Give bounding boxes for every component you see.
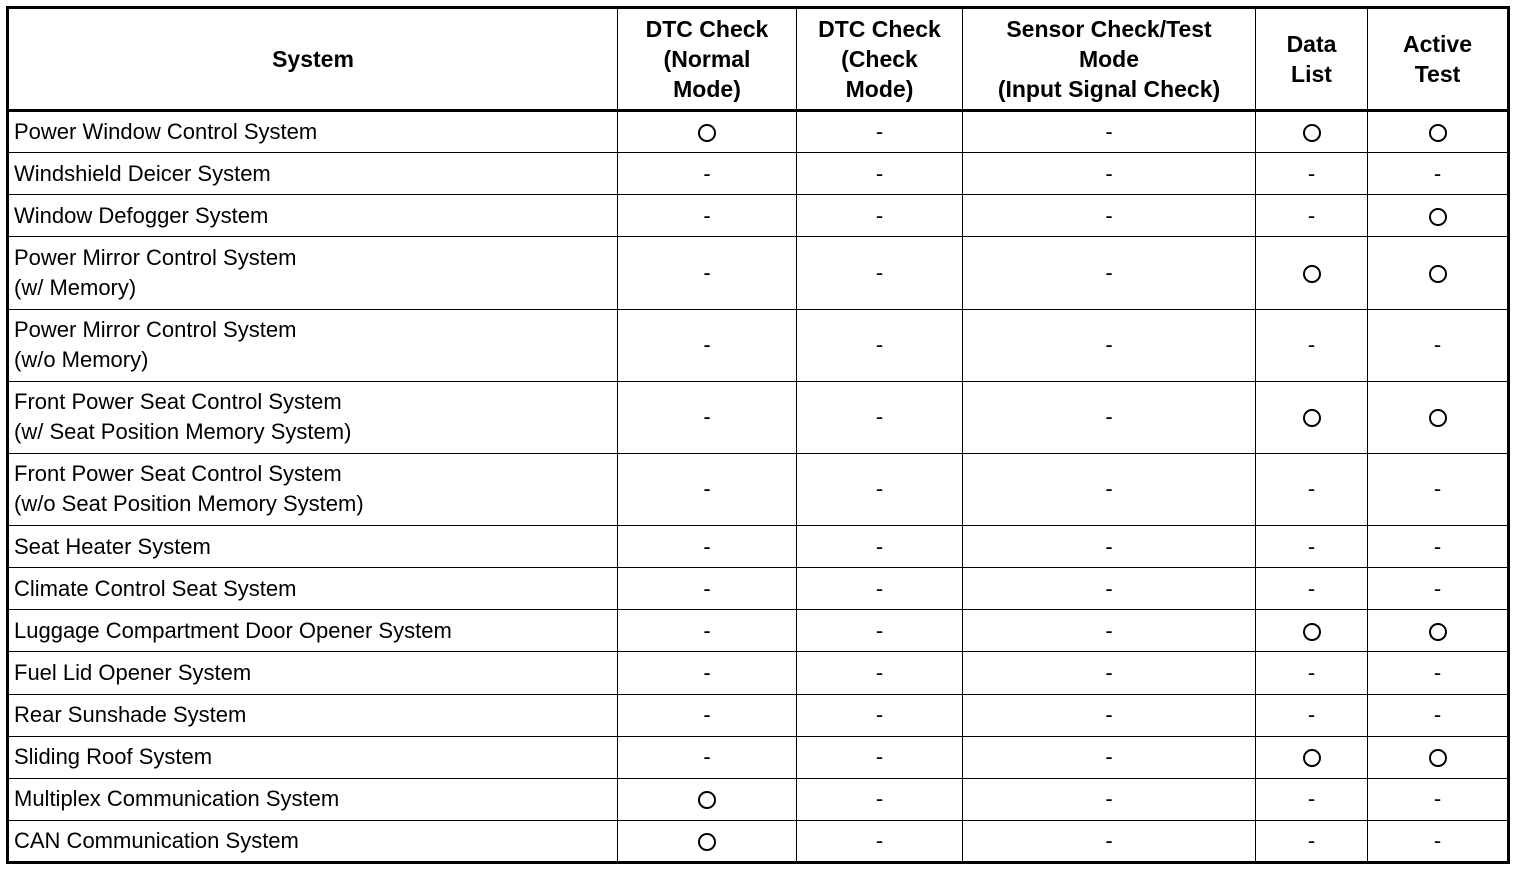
mark-cell: [1368, 526, 1509, 568]
header-line: Active: [1402, 31, 1473, 57]
not-supported-dash: -: [703, 202, 711, 228]
table-row: [8, 652, 1509, 694]
table-row: [8, 111, 1509, 153]
mark-cell: [963, 237, 1256, 309]
mark-cell: [963, 111, 1256, 153]
supported-circle-icon: [698, 833, 716, 851]
system-name: Seat Heater System: [14, 533, 211, 559]
table-row: [8, 381, 1509, 453]
supported-circle-icon: [698, 791, 716, 809]
mark-cell: [1256, 610, 1368, 652]
system-name: Sliding Roof System: [14, 744, 213, 770]
mark-cell: [797, 381, 963, 453]
supported-circle-icon: [1303, 124, 1321, 142]
system-name-cell: [8, 309, 618, 381]
not-supported-dash: -: [875, 160, 884, 186]
not-supported-dash: -: [1105, 786, 1113, 812]
not-supported-dash: -: [703, 332, 711, 358]
not-supported-dash: -: [1307, 160, 1316, 186]
not-supported-dash: -: [703, 476, 711, 502]
table-row: [8, 195, 1509, 237]
header-active-test: [1368, 8, 1509, 111]
mark-cell: [797, 610, 963, 652]
mark-cell: [1368, 153, 1509, 195]
mark-cell: [1256, 820, 1368, 862]
not-supported-dash: -: [703, 404, 711, 430]
supported-circle-icon: [1303, 409, 1321, 427]
not-supported-dash: -: [1105, 160, 1113, 186]
header-data-list: [1256, 8, 1368, 111]
system-name: Climate Control Seat System: [14, 575, 297, 601]
mark-cell: [1256, 453, 1368, 525]
mark-cell: [618, 526, 797, 568]
not-supported-dash: -: [1307, 702, 1316, 728]
not-supported-dash: -: [1105, 404, 1113, 430]
mark-cell: [618, 453, 797, 525]
mark-cell: [963, 195, 1256, 237]
mark-cell: [1368, 610, 1509, 652]
system-name-cell: [8, 610, 618, 652]
mark-cell: [797, 568, 963, 610]
mark-cell: [963, 453, 1256, 525]
table-row: [8, 453, 1509, 525]
mark-cell: [797, 237, 963, 309]
not-supported-dash: -: [1307, 332, 1316, 358]
not-supported-dash: -: [875, 404, 884, 430]
not-supported-dash: -: [1433, 476, 1442, 502]
mark-cell: [797, 309, 963, 381]
mark-cell: [1256, 195, 1368, 237]
not-supported-dash: -: [1433, 786, 1442, 812]
mark-cell: [618, 736, 797, 778]
system-name: Power Mirror Control System: [14, 317, 297, 343]
table-row: [8, 237, 1509, 309]
system-name-cell: [8, 153, 618, 195]
header-line: System: [272, 46, 354, 72]
mark-cell: [963, 652, 1256, 694]
mark-cell: [618, 778, 797, 820]
not-supported-dash: -: [875, 827, 884, 853]
header-line: Data: [1286, 31, 1337, 57]
mark-cell: [1368, 694, 1509, 736]
not-supported-dash: -: [875, 476, 884, 502]
mark-cell: [797, 820, 963, 862]
not-supported-dash: -: [875, 744, 884, 770]
mark-cell: [618, 237, 797, 309]
mark-cell: [963, 309, 1256, 381]
table-row: [8, 778, 1509, 820]
header-dtc-normal: [618, 8, 797, 111]
mark-cell: [1368, 736, 1509, 778]
not-supported-dash: -: [1307, 533, 1316, 559]
not-supported-dash: -: [703, 702, 711, 728]
system-name: (w/o Memory): [14, 347, 149, 373]
header-line: Mode: [1078, 46, 1140, 72]
not-supported-dash: -: [703, 259, 711, 285]
mark-cell: [963, 610, 1256, 652]
header-line: Sensor Check/Test: [1006, 16, 1212, 42]
not-supported-dash: -: [1105, 659, 1113, 685]
not-supported-dash: -: [1105, 202, 1113, 228]
system-name: (w/ Memory): [14, 274, 137, 300]
not-supported-dash: -: [1307, 659, 1316, 685]
header-line: DTC Check: [818, 16, 941, 42]
not-supported-dash: -: [875, 202, 884, 228]
mark-cell: [797, 778, 963, 820]
not-supported-dash: -: [1105, 617, 1113, 643]
mark-cell: [797, 195, 963, 237]
not-supported-dash: -: [875, 533, 884, 559]
mark-cell: [1256, 778, 1368, 820]
mark-cell: [797, 694, 963, 736]
system-name-cell: [8, 237, 618, 309]
mark-cell: [1256, 652, 1368, 694]
mark-cell: [1368, 820, 1509, 862]
not-supported-dash: -: [1307, 476, 1316, 502]
not-supported-dash: -: [1105, 827, 1113, 853]
not-supported-dash: -: [875, 617, 884, 643]
header-line: (Input Signal Check): [997, 76, 1221, 102]
mark-cell: [1368, 111, 1509, 153]
system-name: Front Power Seat Control System: [14, 461, 342, 487]
not-supported-dash: -: [703, 744, 711, 770]
system-name-cell: [8, 652, 618, 694]
mark-cell: [797, 111, 963, 153]
mark-cell: [618, 153, 797, 195]
supported-circle-icon: [1429, 124, 1447, 142]
mark-cell: [618, 309, 797, 381]
not-supported-dash: -: [875, 332, 884, 358]
mark-cell: [963, 778, 1256, 820]
not-supported-dash: -: [1105, 575, 1113, 601]
mark-cell: [1368, 195, 1509, 237]
system-name: Windshield Deicer System: [14, 160, 271, 186]
table-row: [8, 568, 1509, 610]
mark-cell: [797, 453, 963, 525]
not-supported-dash: -: [703, 533, 711, 559]
header-line: Mode): [673, 76, 741, 102]
header-row: [8, 8, 1509, 111]
system-check-table: [6, 6, 1510, 864]
supported-circle-icon: [1303, 749, 1321, 767]
header-line: Test: [1414, 61, 1461, 87]
mark-cell: [1368, 309, 1509, 381]
system-name: Fuel Lid Opener System: [14, 659, 252, 685]
table-row: [8, 526, 1509, 568]
not-supported-dash: -: [1307, 827, 1316, 853]
not-supported-dash: -: [1105, 702, 1113, 728]
supported-circle-icon: [1303, 623, 1321, 641]
system-name-cell: [8, 568, 618, 610]
not-supported-dash: -: [1433, 827, 1442, 853]
not-supported-dash: -: [1307, 575, 1316, 601]
system-name-cell: [8, 195, 618, 237]
system-name: CAN Communication System: [14, 827, 299, 853]
table-row: [8, 153, 1509, 195]
header-line: (Normal: [663, 46, 751, 72]
not-supported-dash: -: [703, 160, 711, 186]
mark-cell: [1256, 568, 1368, 610]
mark-cell: [797, 736, 963, 778]
system-name: Multiplex Communication System: [14, 786, 340, 812]
table-row: [8, 820, 1509, 862]
not-supported-dash: -: [1433, 659, 1442, 685]
system-name-cell: [8, 778, 618, 820]
not-supported-dash: -: [875, 786, 884, 812]
mark-cell: [797, 652, 963, 694]
not-supported-dash: -: [1433, 160, 1442, 186]
mark-cell: [618, 820, 797, 862]
system-name: Power Window Control System: [14, 119, 318, 145]
mark-cell: [963, 820, 1256, 862]
mark-cell: [1368, 568, 1509, 610]
mark-cell: [1368, 652, 1509, 694]
mark-cell: [963, 736, 1256, 778]
not-supported-dash: -: [1433, 332, 1442, 358]
mark-cell: [1256, 526, 1368, 568]
not-supported-dash: -: [1307, 786, 1316, 812]
supported-circle-icon: [1429, 409, 1447, 427]
mark-cell: [1368, 778, 1509, 820]
header-sensor-check: [963, 8, 1256, 111]
not-supported-dash: -: [1105, 476, 1113, 502]
not-supported-dash: -: [875, 702, 884, 728]
mark-cell: [963, 153, 1256, 195]
supported-circle-icon: [1429, 623, 1447, 641]
system-name-cell: [8, 820, 618, 862]
supported-circle-icon: [1303, 265, 1321, 283]
not-supported-dash: -: [875, 259, 884, 285]
table-body: [8, 111, 1509, 863]
mark-cell: [963, 381, 1256, 453]
mark-cell: [618, 694, 797, 736]
system-name-cell: [8, 736, 618, 778]
not-supported-dash: -: [1433, 702, 1442, 728]
system-name: Rear Sunshade System: [14, 702, 247, 728]
mark-cell: [618, 381, 797, 453]
mark-cell: [618, 610, 797, 652]
not-supported-dash: -: [1433, 533, 1442, 559]
not-supported-dash: -: [703, 617, 711, 643]
header-dtc-check: [797, 8, 963, 111]
not-supported-dash: -: [1105, 533, 1113, 559]
mark-cell: [963, 526, 1256, 568]
system-name-cell: [8, 381, 618, 453]
not-supported-dash: -: [875, 119, 884, 145]
supported-circle-icon: [1429, 265, 1447, 283]
mark-cell: [1256, 736, 1368, 778]
mark-cell: [963, 694, 1256, 736]
system-name-cell: [8, 111, 618, 153]
mark-cell: [1368, 381, 1509, 453]
not-supported-dash: -: [1105, 119, 1113, 145]
mark-cell: [618, 195, 797, 237]
not-supported-dash: -: [1105, 744, 1113, 770]
header-line: (Check: [841, 46, 918, 72]
table-row: [8, 610, 1509, 652]
mark-cell: [1256, 694, 1368, 736]
mark-cell: [1256, 111, 1368, 153]
header-line: Mode): [845, 76, 914, 102]
mark-cell: [1256, 153, 1368, 195]
not-supported-dash: -: [1307, 202, 1316, 228]
system-name-cell: [8, 453, 618, 525]
mark-cell: [1368, 453, 1509, 525]
system-name: (w/ Seat Position Memory System): [14, 419, 352, 445]
supported-circle-icon: [1429, 749, 1447, 767]
system-name-cell: [8, 694, 618, 736]
table-row: [8, 309, 1509, 381]
supported-circle-icon: [1429, 208, 1447, 226]
not-supported-dash: -: [875, 575, 884, 601]
mark-cell: [618, 568, 797, 610]
mark-cell: [963, 568, 1256, 610]
system-name-cell: [8, 526, 618, 568]
mark-cell: [1368, 237, 1509, 309]
header-system: [8, 8, 618, 111]
mark-cell: [618, 652, 797, 694]
mark-cell: [797, 526, 963, 568]
mark-cell: [1256, 237, 1368, 309]
system-name: Front Power Seat Control System: [14, 389, 342, 415]
header-line: DTC Check: [645, 16, 769, 42]
mark-cell: [618, 111, 797, 153]
table-row: [8, 736, 1509, 778]
supported-circle-icon: [698, 124, 716, 142]
not-supported-dash: -: [703, 575, 711, 601]
system-name: Window Defogger System: [14, 202, 269, 228]
mark-cell: [1256, 381, 1368, 453]
not-supported-dash: -: [1433, 575, 1442, 601]
system-name: Power Mirror Control System: [14, 244, 297, 270]
mark-cell: [797, 153, 963, 195]
table-row: [8, 694, 1509, 736]
header-line: List: [1291, 61, 1332, 87]
mark-cell: [1256, 309, 1368, 381]
not-supported-dash: -: [1105, 259, 1113, 285]
system-name: (w/o Seat Position Memory System): [14, 491, 364, 517]
not-supported-dash: -: [1105, 332, 1113, 358]
system-name: Luggage Compartment Door Opener System: [14, 617, 452, 643]
not-supported-dash: -: [875, 659, 884, 685]
not-supported-dash: -: [703, 659, 711, 685]
